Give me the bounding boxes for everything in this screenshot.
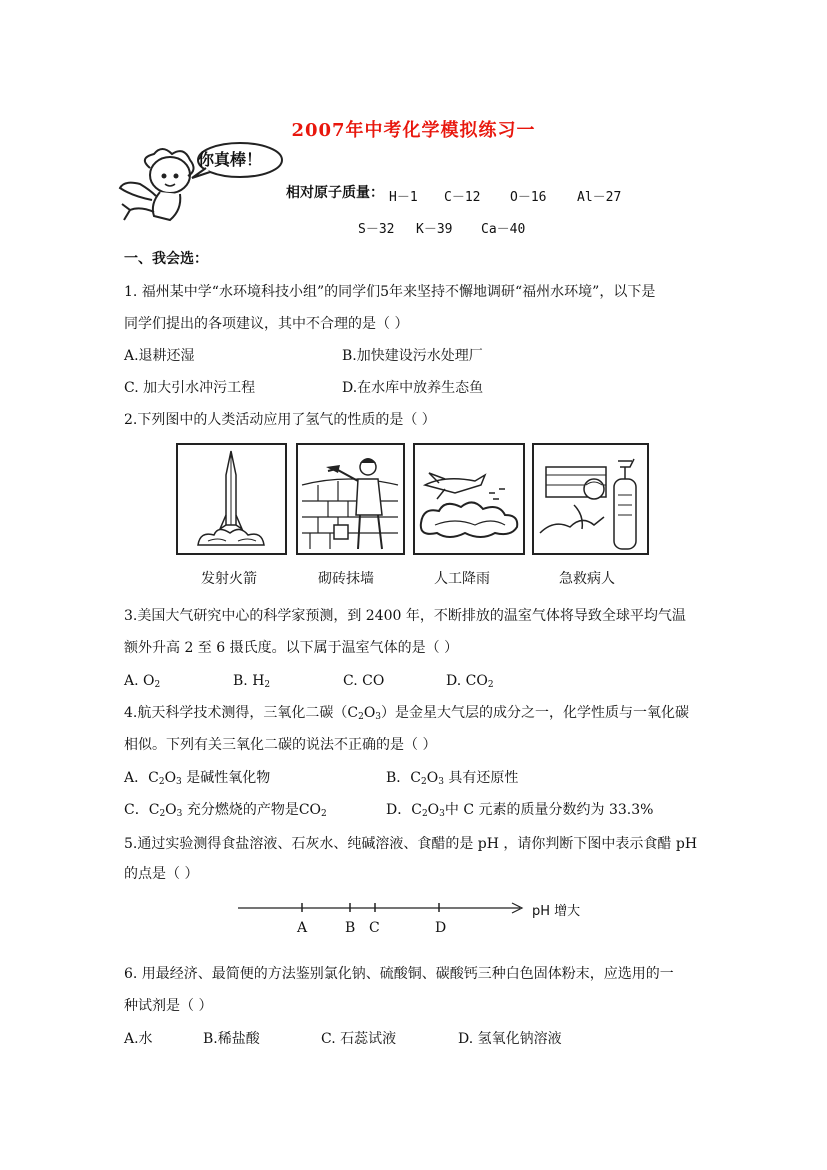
ph-axis (236, 898, 526, 918)
mascot-speech: 你真棒！ (197, 150, 262, 169)
rocket-icon (178, 445, 285, 553)
q3-option-c: C. CO (343, 673, 385, 689)
q4-option-d: D．$C_2O_3$中 C 元素的质量分数约为 33.3% (386, 802, 654, 819)
airplane-icon (415, 445, 523, 553)
atomic-mass-c: C－12 (444, 190, 481, 205)
q6-option-d: D. 氢氧化钠溶液 (458, 1031, 562, 1047)
q1-option-d: D.在水库中放养生态鱼 (342, 380, 484, 396)
ph-axis-label: pH 增大 (532, 904, 581, 919)
q4-line1: 4.航天科学技术测得，三氧化二碳$(C_2O_3)$是金星大气层的成分之一，化学性质与一氧化碳 (124, 705, 690, 722)
atomic-mass-o: O－16 (510, 190, 547, 205)
atomic-mass-label: 相对原子质量： (286, 185, 384, 201)
picture-caption-bricklaying: 砌砖抹墙 (318, 571, 374, 587)
oxygen-tank-icon (534, 445, 647, 553)
atomic-mass-al: Al－27 (577, 190, 622, 205)
picture-bricklaying (296, 443, 405, 555)
q6-line1: 6. 用最经济、最简便的方法鉴别氯化钠、硫酸铜、碳酸钙三种白色固体粉末，应选用的一 (124, 966, 674, 982)
q3-line1: 3.美国大气研究中心的科学家预测，到 2400 年，不断排放的温室气体将导致全球平均气温 (124, 608, 686, 624)
q4-option-a: A．$C_2O_3$ 是碱性氧化物 (124, 770, 271, 787)
q5-line2: 的点是（ ） (124, 866, 199, 882)
picture-rocket (176, 443, 287, 555)
q4-option-b: B．$C_2O_3$ 具有还原性 (386, 770, 519, 787)
bricklayer-icon (298, 445, 403, 553)
picture-first-aid (532, 443, 649, 555)
q2-line1: 2.下列图中的人类活动应用了氢气的性质的是（ ） (124, 412, 436, 428)
q3-line2: 额外升高 2 至 6 摄氏度。以下属于温室气体的是（ ） (124, 640, 459, 656)
q6-option-b: B.稀盐酸 (203, 1031, 260, 1047)
ph-point-a: A (297, 920, 308, 936)
q6-option-c: C. 石蕊试液 (321, 1031, 397, 1047)
picture-cloud-seeding (413, 443, 525, 555)
q4-option-c: C．$C_2O_3$ 充分燃烧的产物是$CO_2$ (124, 802, 327, 819)
q4-line2: 相似。下列有关三氧化二碳的说法不正确的是（ ） (124, 737, 437, 753)
picture-caption-rocket: 发射火箭 (201, 571, 257, 587)
q3-option-a: A. $O_2$ (124, 673, 161, 690)
atomic-mass-s: S－32 (358, 222, 395, 237)
ph-point-b: B (345, 920, 356, 936)
atomic-mass-h: H－1 (389, 190, 418, 205)
picture-caption-first-aid: 急救病人 (559, 571, 615, 587)
q1-line2: 同学们提出的各项建议，其中不合理的是（ ） (124, 316, 409, 332)
q3-option-b: B. $H_2$ (233, 673, 271, 690)
q1-option-a: A.退耕还湿 (124, 348, 195, 364)
picture-caption-cloud-seeding: 人工降雨 (434, 571, 490, 587)
page-title: 2007年中考化学模拟练习一 (291, 120, 536, 141)
ph-point-c: C (369, 920, 380, 936)
q6-option-a: A.水 (124, 1031, 153, 1047)
q1-option-b: B.加快建设污水处理厂 (342, 348, 483, 364)
q6-line2: 种试剂是（ ） (124, 998, 213, 1014)
q5-line1: 5.通过实验测得食盐溶液、石灰水、纯碱溶液、食醋的是 pH ，请你判断下图中表示食醋 pH (124, 836, 698, 852)
q1-option-c: C. 加大引水冲污工程 (124, 380, 256, 396)
q1-line1: 1. 福州某中学“水环境科技小组”的同学们5年来坚持不懈地调研“福州水环境”，以下是 (124, 284, 656, 300)
atomic-mass-ca: Ca－40 (481, 222, 526, 237)
atomic-mass-k: K－39 (416, 222, 453, 237)
ph-point-d: D (435, 920, 447, 936)
q3-option-d: D. $CO_2$ (446, 673, 494, 690)
section-heading: 一、我会选： (124, 251, 208, 267)
